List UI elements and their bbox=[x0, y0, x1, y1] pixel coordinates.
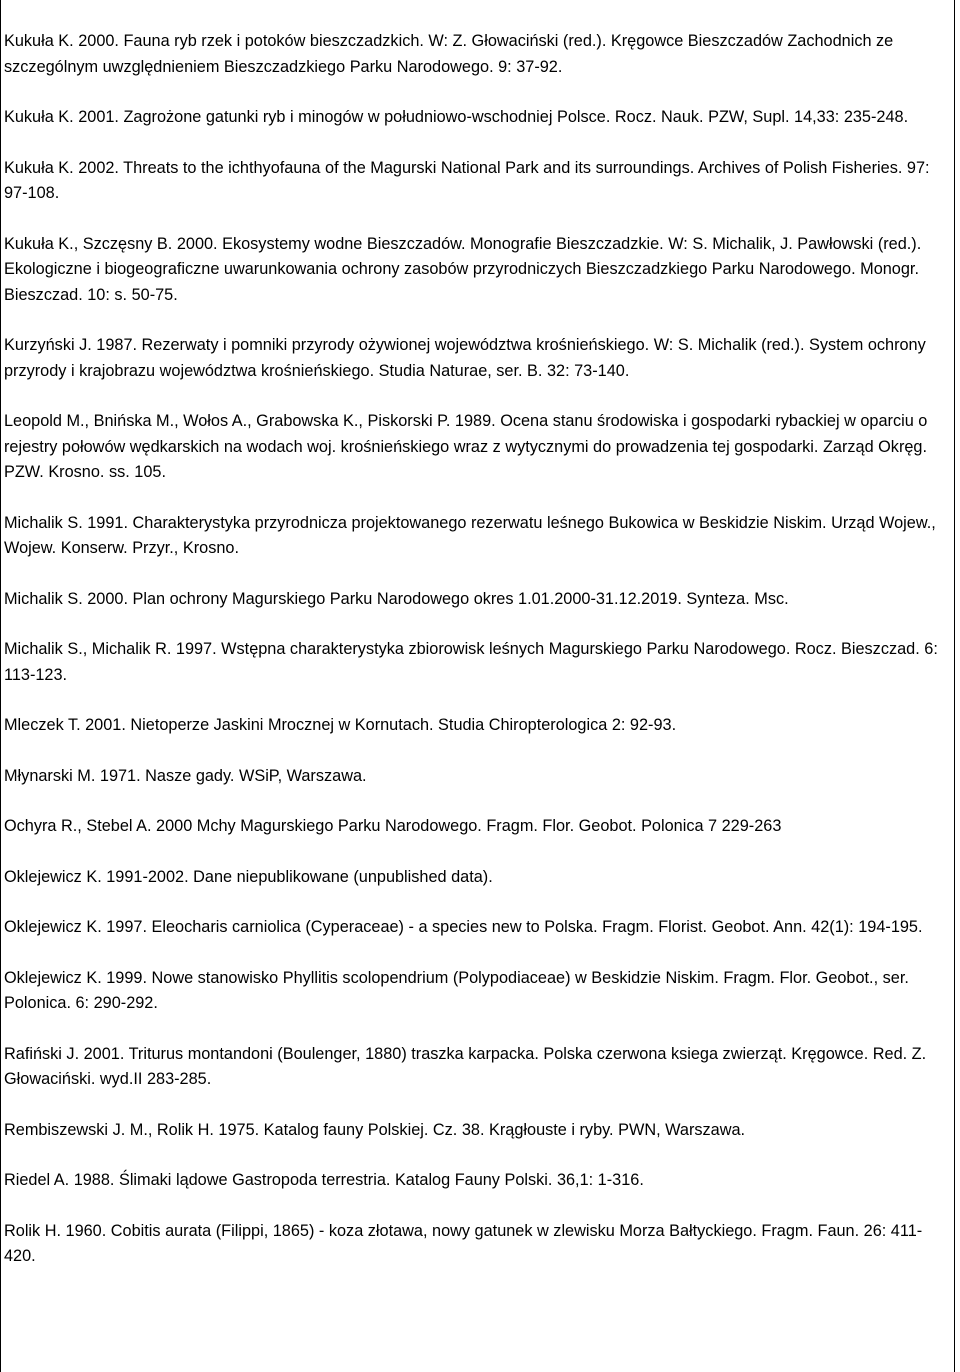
reference-entry: Michalik S. 1991. Charakterystyka przyrodnicza projektowanego rezerwatu leśnego Bukowica w Beskidzie Niskim. Urząd Wojew., Wojew. Konserw. Przyr., Krosno. bbox=[4, 513, 936, 557]
reference-entry: Rembiszewski J. M., Rolik H. 1975. Katalog fauny Polskiej. Cz. 38. Krągłouste i ryby. PWN, Warszawa. bbox=[4, 1120, 746, 1139]
reference-entry: Mleczek T. 2001. Nietoperze Jaskini Mrocznej w Kornutach. Studia Chiropterologica 2: 92-93. bbox=[4, 716, 677, 734]
reference-entry: Oklejewicz K. 1997. Eleocharis carniolica (Cyperaceae) - a species new to Polska. Fragm. Florist. Geobot. Ann. 42(1): 194-195. bbox=[4, 918, 923, 936]
reference-entry: Oklejewicz K. 1991-2002. Dane niepublikowane (unpublished data). bbox=[4, 867, 493, 886]
reference-entry: Kukuła K., Szczęsny B. 2000. Ekosystemy wodne Bieszczadów. Monografie Bieszczadzkie. W: S. Michalik, J. Pawłowski (red.). Ekologiczne i biogeograficzne uwarunkowania ochrony zasobów przyrodniczych Bieszczadzkiego Parku Narodowego. Monogr. Bieszczad. 10: s. 50-75. bbox=[4, 234, 922, 304]
reference-entry: Michalik S., Michalik R. 1997. Wstępna charakterystyka zbiorowisk leśnych Magurskiego Parku Narodowego. Rocz. Bieszczad. 6: 113-123. bbox=[4, 640, 938, 684]
reference-entry: Rafiński J. 2001. Triturus montandoni (Boulenger, 1880) traszka karpacka. Polska czerwona ksiega zwierząt. Kręgowce. Red. Z. Głowaciński. wyd.II 283-285. bbox=[4, 1044, 927, 1088]
reference-entry: Kukuła K. 2000. Fauna ryb rzek i potoków bieszczadzkich. W: Z. Głowaciński (red.). Kręgowce Bieszczadów Zachodnich ze szczególnym uwzględnieniem Bieszczadzkiego Parku Narodowego. 9: 37-92. bbox=[4, 32, 894, 76]
reference-entry: Oklejewicz K. 1999. Nowe stanowisko Phyllitis scolopendrium (Polypodiaceae) w Beskidzie Niskim. Fragm. Flor. Geobot., ser. Polonica. 6: 290-292. bbox=[4, 968, 909, 1012]
reference-entry: Riedel A. 1988. Ślimaki lądowe Gastropoda terrestria. Katalog Fauny Polski. 36,1: 1-316. bbox=[4, 1171, 644, 1189]
reference-entry: Rolik H. 1960. Cobitis aurata (Filippi, 1865) - koza złotawa, nowy gatunek w zlewisku Morza Bałtyckiego. Fragm. Faun. 26: 411-420. bbox=[4, 1221, 923, 1265]
reference-entry: Kurzyński J. 1987. Rezerwaty i pomniki przyrody ożywionej województwa krośnieńskiego. W: S. Michalik (red.). System ochrony przyrody i krajobrazu województwa krośnieńskiego. Studia Naturae, ser. B. 32: 73-140. bbox=[4, 336, 926, 380]
reference-list bbox=[4, 29, 944, 1295]
reference-entry: Młynarski M. 1971. Nasze gady. WSiP, Warszawa. bbox=[4, 766, 367, 785]
reference-entry: Michalik S. 2000. Plan ochrony Magurskiego Parku Narodowego okres 1.01.2000-31.12.2019. Synteza. Msc. bbox=[4, 589, 789, 608]
reference-entry: Kukuła K. 2001. Zagrożone gatunki ryb i minogów w południowo-wschodniej Polsce. Rocz. Nauk. PZW, Supl. 14,33: 235-248. bbox=[4, 108, 909, 126]
reference-entry: Ochyra R., Stebel A. 2000 Mchy Magurskiego Parku Narodowego. Fragm. Flor. Geobot. Polonica 7 229-263 bbox=[4, 817, 782, 835]
reference-entry: Kukuła K. 2002. Threats to the ichthyofauna of the Magurski National Park and its surroundings. Archives of Polish Fisheries. 97: 97-108. bbox=[4, 158, 930, 202]
reference-entry: Leopold M., Bnińska M., Wołos A., Grabowska K., Piskorski P. 1989. Ocena stanu środowiska i gospodarki rybackiej w oparciu o rejestry połowów wędkarskich na wodach woj. krośnieńskiego wraz z wytycznymi do prowadzenia tej gospodarki. Zarząd Okręg. PZW. Krosno. ss. 105. bbox=[4, 412, 928, 481]
